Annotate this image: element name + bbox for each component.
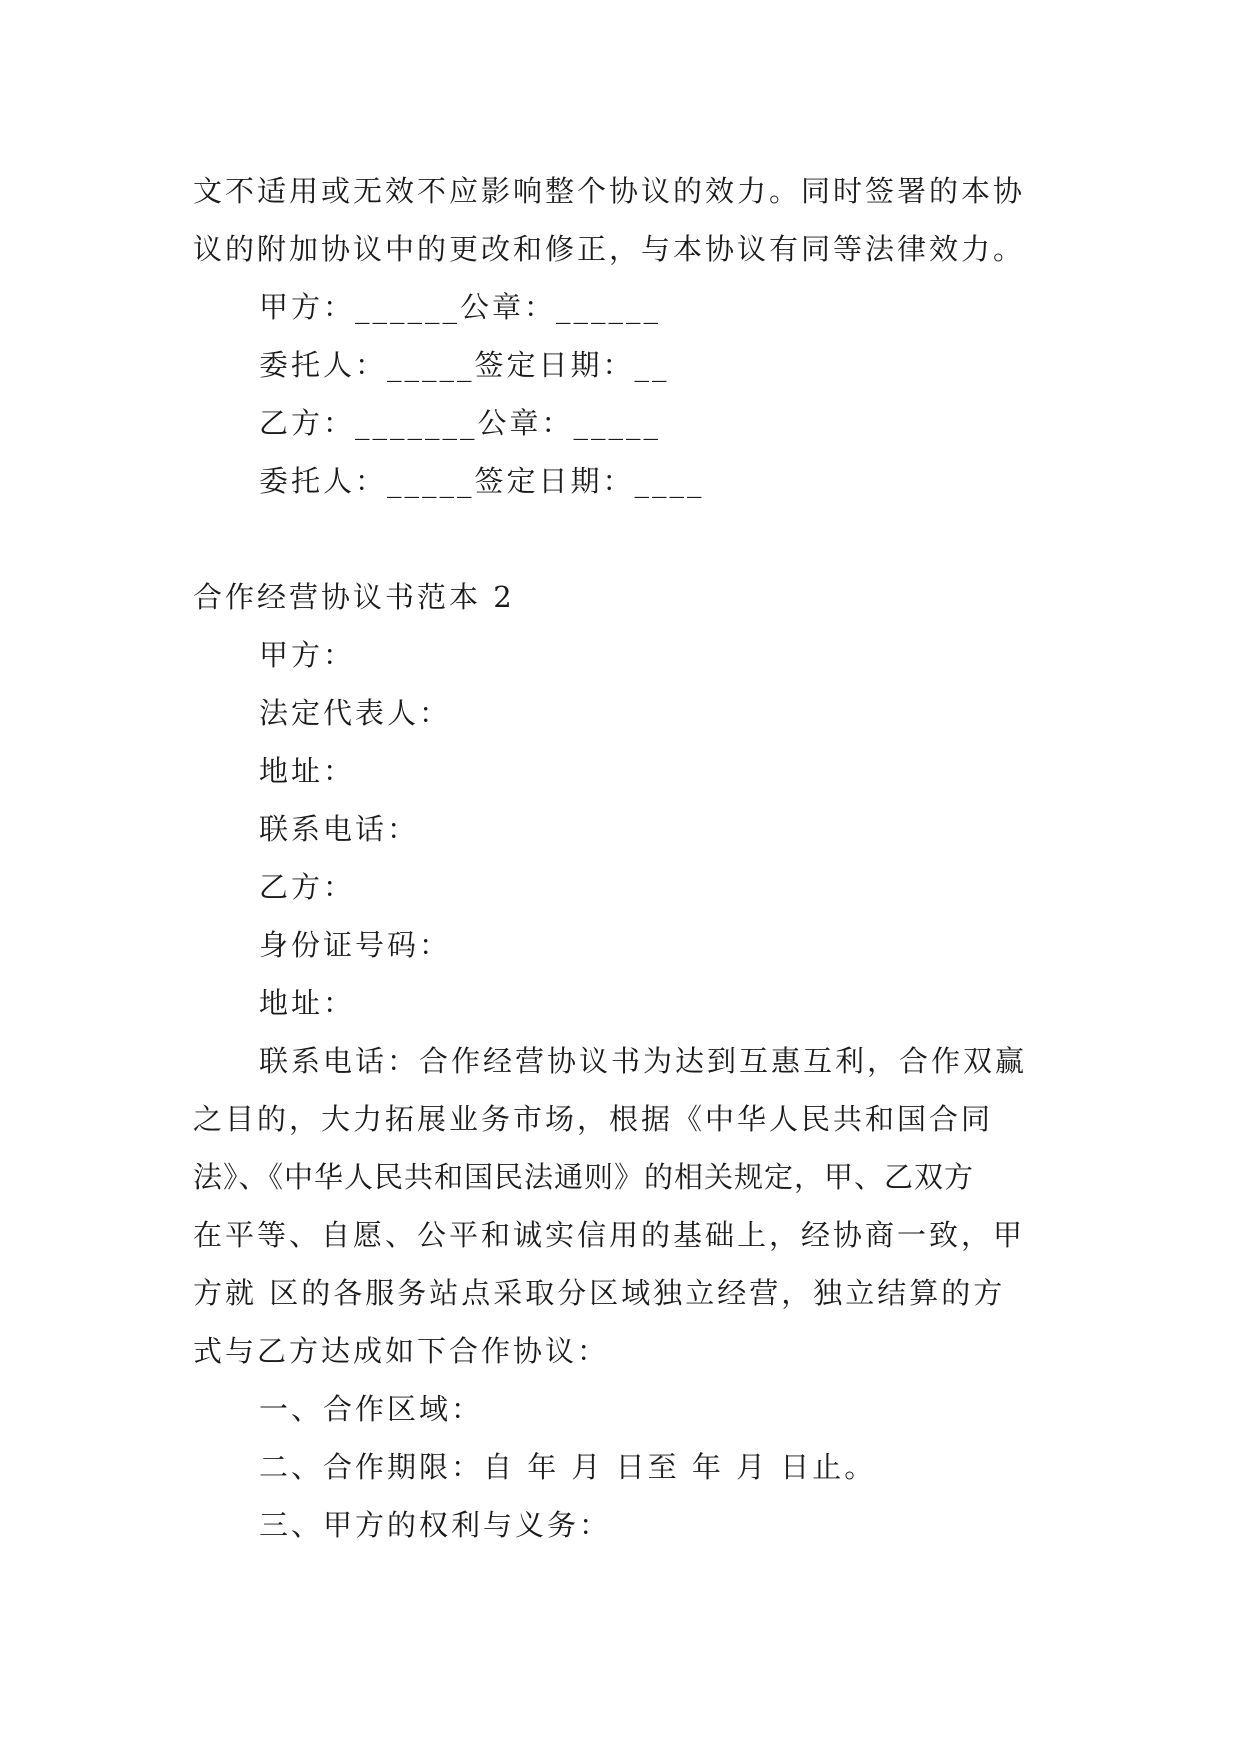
signature-line-party-b: 乙方：_______公章：_____ xyxy=(259,406,662,440)
paragraph-line: 式与乙方达成如下合作协议： xyxy=(193,1334,610,1368)
signature-line-agent-a: 委托人：_____签定日期：__ xyxy=(259,348,670,382)
section-gap xyxy=(193,510,1073,568)
field-address-a: 地址： xyxy=(259,754,356,788)
clause-heading: 二、合作期限：自 年 月 日至 年 月 日止。 xyxy=(259,1450,877,1484)
field-address-b: 地址： xyxy=(259,986,356,1020)
paragraph-line: 联系电话：合作经营协议书为达到互惠互利，合作双赢 xyxy=(259,1044,1028,1078)
paragraph-line: 之目的，大力拓展业务市场，根据《中华人民共和国合同 xyxy=(193,1102,994,1136)
signature-line-agent-b: 委托人：_____签定日期：____ xyxy=(259,464,705,498)
field-id-number: 身份证号码： xyxy=(259,928,452,962)
field-phone-a: 联系电话： xyxy=(259,812,420,846)
field-party-b: 乙方： xyxy=(259,870,356,904)
document-body xyxy=(193,162,1073,1554)
paragraph-line: 文不适用或无效不应影响整个协议的效力。同时签署的本协 xyxy=(193,174,1026,208)
paragraph-line: 在平等、自愿、公平和诚实信用的基础上，经协商一致，甲 xyxy=(193,1218,1026,1252)
paragraph-line: 议的附加协议中的更改和修正，与本协议有同等法律效力。 xyxy=(193,232,1026,266)
signature-line-party-a: 甲方：______公章：______ xyxy=(259,290,662,324)
paragraph-line: 方就 区的各服务站点采取分区域独立经营，独立结算的方 xyxy=(193,1276,1006,1310)
paragraph-line: 法》、《中华人民共和国民法通则》的相关规定，甲、乙双方 xyxy=(193,1160,975,1194)
clause-heading: 三、甲方的权利与义务： xyxy=(259,1508,612,1542)
field-party-a: 甲方： xyxy=(259,638,356,672)
section-title: 合作经营协议书范本 2 xyxy=(193,580,515,614)
field-legal-representative: 法定代表人： xyxy=(259,696,452,730)
clause-heading: 一、合作区域： xyxy=(259,1392,484,1426)
